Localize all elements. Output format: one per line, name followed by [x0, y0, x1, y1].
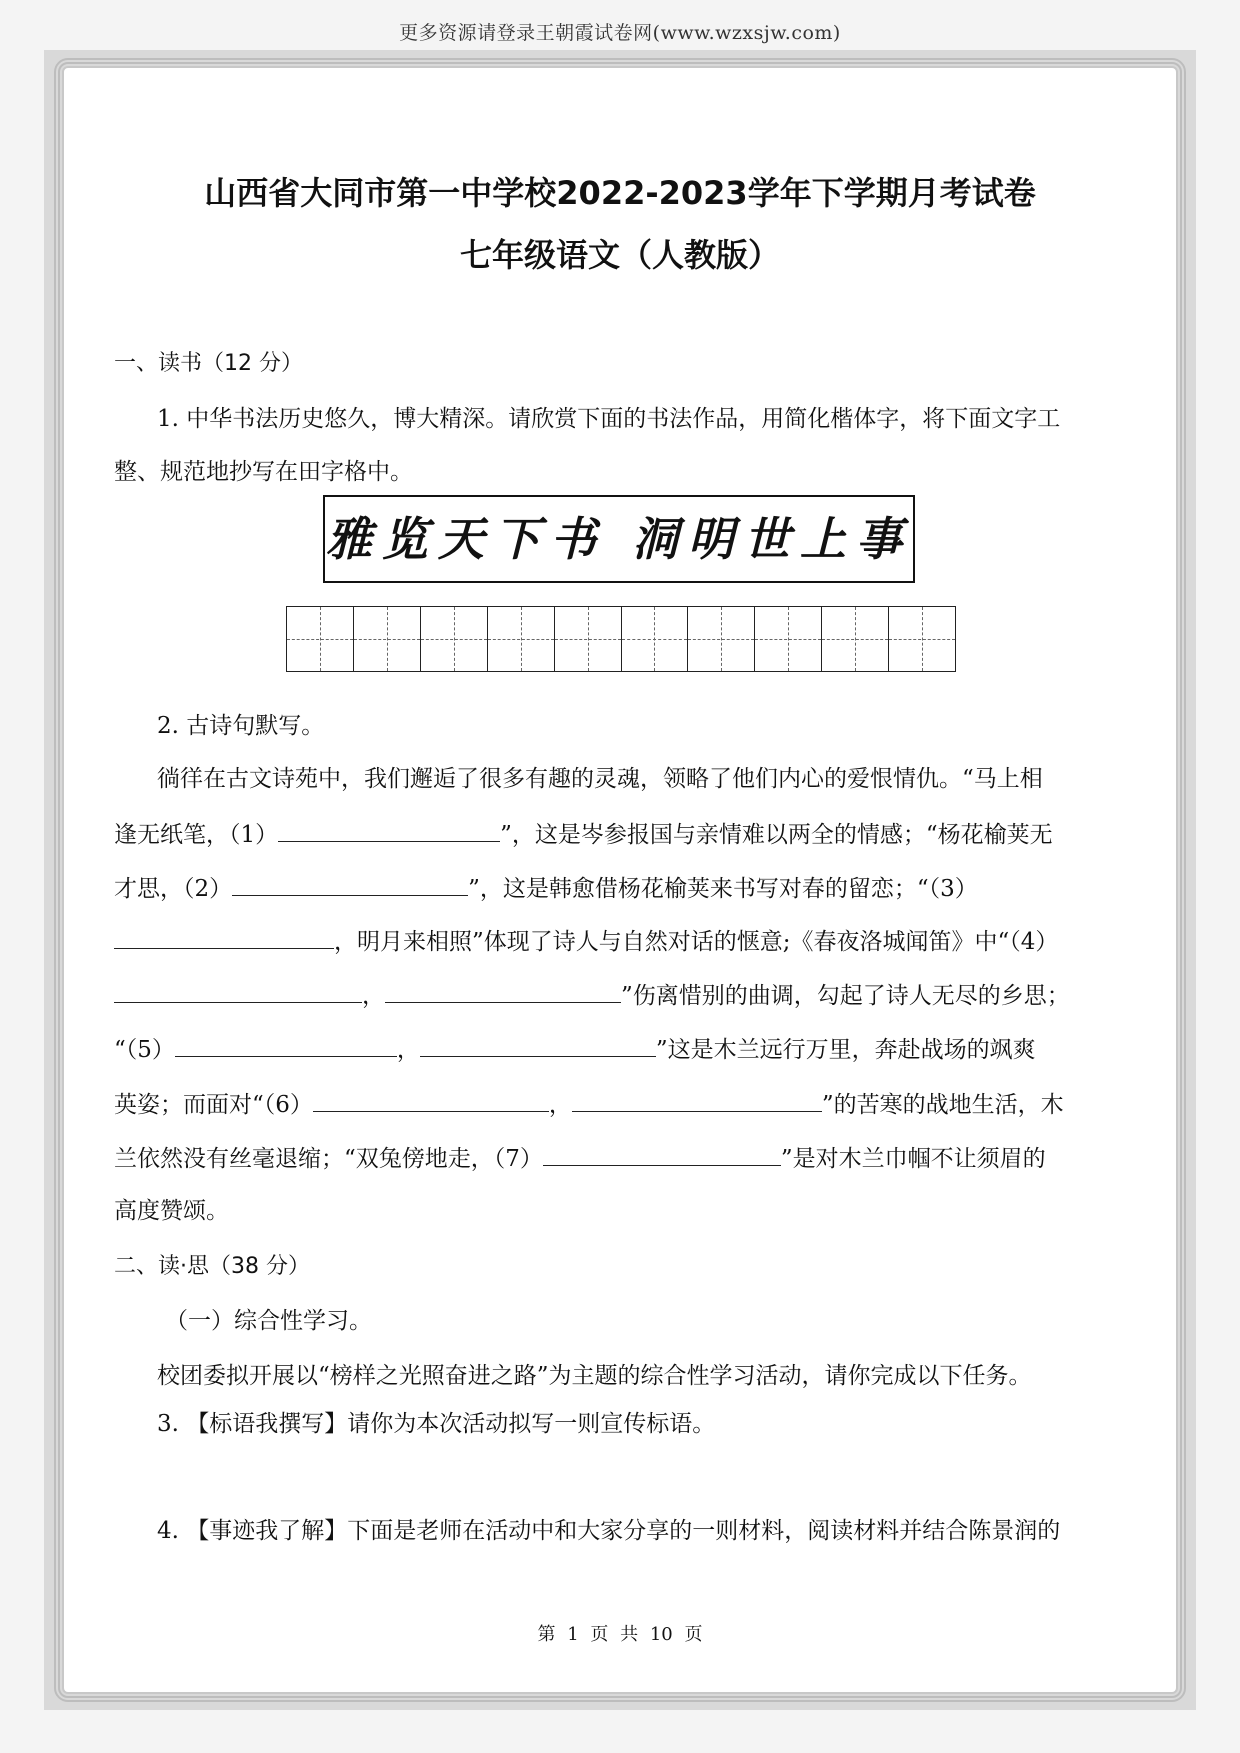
- q3-text: 3. 【标语我撰写】请你为本次活动拟写一则宣传标语。: [157, 1411, 716, 1437]
- q2-title: 2. 古诗句默写。: [157, 713, 325, 739]
- exam-title: 山西省大同市第一中学校2022-2023学年下学期月考试卷: [204, 174, 1036, 212]
- q2-text: 英姿；而面对“（6）: [114, 1092, 313, 1118]
- grid-cell[interactable]: [755, 607, 822, 671]
- grid-cell[interactable]: [421, 607, 488, 671]
- q2-paragraph-line1: 徜徉在古文诗苑中，我们邂逅了很多有趣的灵魂，领略了他们内心的爱恨情仇。“马上相: [157, 766, 1043, 792]
- grid-cell[interactable]: [555, 607, 622, 671]
- grid-cell[interactable]: [622, 607, 689, 671]
- answer-blank-5b[interactable]: [420, 1032, 656, 1057]
- answer-blank-5a[interactable]: [175, 1032, 397, 1057]
- grid-cell[interactable]: [488, 607, 555, 671]
- answer-blank-3[interactable]: [114, 924, 334, 949]
- q2-paragraph-line8: [114, 1141, 1126, 1174]
- exam-subtitle: 七年级语文（人教版）: [459, 236, 780, 274]
- q2-paragraph-line4: [114, 924, 1126, 957]
- q2-text: ，明月来相照”体现了诗人与自然对话的惬意;《春夜洛城闻笛》中“（4）: [334, 929, 1059, 955]
- grid-cell[interactable]: [354, 607, 421, 671]
- q2-text: ”的苦寒的战地生活，木: [821, 1092, 1064, 1118]
- answer-blank-4a[interactable]: [114, 978, 362, 1003]
- section2-intro: 校团委拟开展以“榜样之光照奋进之路”为主题的综合性学习活动，请你完成以下任务。: [157, 1363, 1032, 1389]
- calligraphy-artwork: 雅览天下书 洞明世上事: [323, 495, 915, 583]
- q2-text: 才思，（2）: [114, 876, 233, 902]
- answer-blank-4b[interactable]: [385, 978, 621, 1003]
- grid-cell[interactable]: [688, 607, 755, 671]
- q1-text-line1: 1. 中华书法历史悠久，博大精深。请欣赏下面的书法作品，用简化楷体字，将下面文字工: [157, 406, 1061, 432]
- q2-text: ”伤离惜别的曲调，勾起了诗人无尽的乡思；: [621, 983, 1070, 1009]
- section2-heading: 二、读·思（38 分）: [114, 1254, 310, 1279]
- q2-paragraph-line2: [114, 817, 1126, 850]
- tianzige-grid[interactable]: [286, 606, 956, 672]
- q4-text: 4. 【事迹我了解】下面是老师在活动中和大家分享的一则材料，阅读材料并结合陈景润的: [157, 1518, 1061, 1544]
- q2-text: “（5）: [114, 1037, 175, 1063]
- watermark: 更多资源请登录王朝霞试卷网(www.wzxsjw.com): [399, 22, 841, 44]
- q2-text: ”，这是岑参报国与亲情难以两全的情感；“杨花榆荚无: [500, 822, 1053, 848]
- answer-blank-1[interactable]: [278, 817, 500, 842]
- q2-paragraph-line5: [114, 978, 1126, 1011]
- grid-cell[interactable]: [889, 607, 955, 671]
- q2-text: ”，这是韩愈借杨花榆荚来书写对春的留恋；“（3）: [468, 876, 978, 902]
- q3-answer-space[interactable]: [157, 1466, 1126, 1506]
- answer-blank-6b[interactable]: [572, 1087, 822, 1112]
- q2-text: ”是对木兰巾帼不让须眉的: [780, 1146, 1046, 1172]
- grid-cell[interactable]: [287, 607, 354, 671]
- section1-heading: 一、读书（12 分）: [114, 351, 303, 376]
- answer-blank-6a[interactable]: [313, 1087, 549, 1112]
- answer-blank-7[interactable]: [543, 1141, 781, 1166]
- q1-text-line2: 整、规范地抄写在田字格中。: [114, 459, 413, 485]
- q2-text: 逢无纸笔，（1）: [114, 822, 279, 848]
- q2-text: ，: [396, 1037, 420, 1063]
- q2-text: 兰依然没有丝毫退缩；“双兔傍地走，（7）: [114, 1146, 543, 1172]
- q2-text: ”这是木兰远行万里，奔赴战场的飒爽: [655, 1037, 1036, 1063]
- page-number: 第 1 页 共 10 页: [537, 1624, 703, 1645]
- grid-cell[interactable]: [822, 607, 889, 671]
- q2-paragraph-line9: 高度赞颂。: [114, 1198, 229, 1224]
- q2-paragraph-line7: [114, 1087, 1126, 1120]
- sub-section-title: （一）综合性学习。: [165, 1308, 372, 1334]
- answer-blank-2[interactable]: [232, 871, 468, 896]
- q2-text: ，: [362, 983, 385, 1009]
- q2-paragraph-line6: [114, 1032, 1126, 1065]
- q2-paragraph-line3: [114, 871, 1126, 904]
- q2-text: ，: [548, 1092, 572, 1118]
